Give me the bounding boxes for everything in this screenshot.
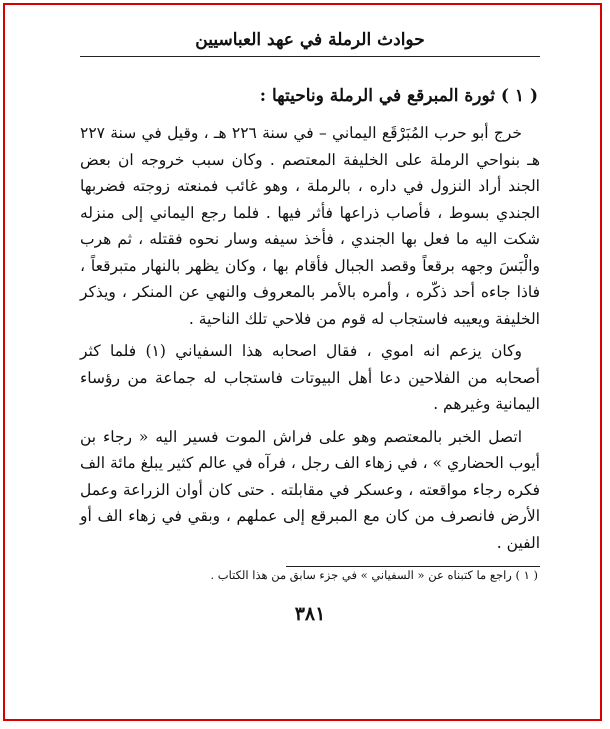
paragraph-2: وكان يزعم انه اموي ، فقال اصحابه هذا السفياني (١) فلما كثر أصحابه من الفلاحين دعا أهل البيوتات فاستجاب له جماعة من رؤساء اليمانية وغيرهم .	[80, 342, 540, 413]
running-head: حوادث الرملة في عهد العباسيين	[195, 30, 425, 50]
section-heading: ( ١ ) ثورة المبرقع في الرملة وناحيتها :	[259, 86, 538, 106]
paragraph-1: خرج أبو حرب المُبَرْقَع اليماني – في سنة ٢٢٦ هـ ، وقيل في سنة ٢٢٧ هـ بنواحي الرملة على الخليفة المعتصم . وكان سبب خروجه ان بعض الجند أراد النزول في داره ، بالرملة ، وهو غائب فمنعته زوجته فضربها الجندي بسوط ، فأصاب ذراعها فأثر فيها . فلما رجع اليماني إلى منزله شكت اليه ما فعل بها الجندي ، فأخذ سيفه وسار نحوه فقتله ، ثم هرب والْبَسَ وجهه برقعاً وقصد الجبال فأقام بها ، وكان يظهر بالنهار متبرقعاً ، فاذا جاءه أحد ذكّره ، وأمره بالأمر بالمعروف والنهي عن المنكر ، ويذكر الخليفة ويعيبه فاستجاب له قوم من فلاحي تلك الناحية .	[80, 124, 540, 328]
paragraph-3: اتصل الخبر بالمعتصم وهو على فراش الموت فسير اليه « رجاء بن أيوب الحضاري » ، في زهاء الف رجل ، فرآه في عالم كثير يبلغ مائة الف فكره رجاء مواقعته ، وعسكر في مقابلته . حتى كان أوان الزراعة وعمل الأرض فانصرف من كان مع المبرقع إلى عملهم ، وبقي في زهاء الف أو الفين .	[80, 427, 540, 552]
footnote: ( ١ ) راجع ما كتبناه عن « السفياني » في جزء سابق من هذا الكتاب .	[210, 568, 538, 582]
body-text	[80, 120, 540, 562]
header-rule	[80, 56, 540, 57]
page-number: ٣٨١	[294, 603, 326, 625]
footnote-rule	[286, 566, 540, 567]
book-page	[80, 0, 540, 729]
